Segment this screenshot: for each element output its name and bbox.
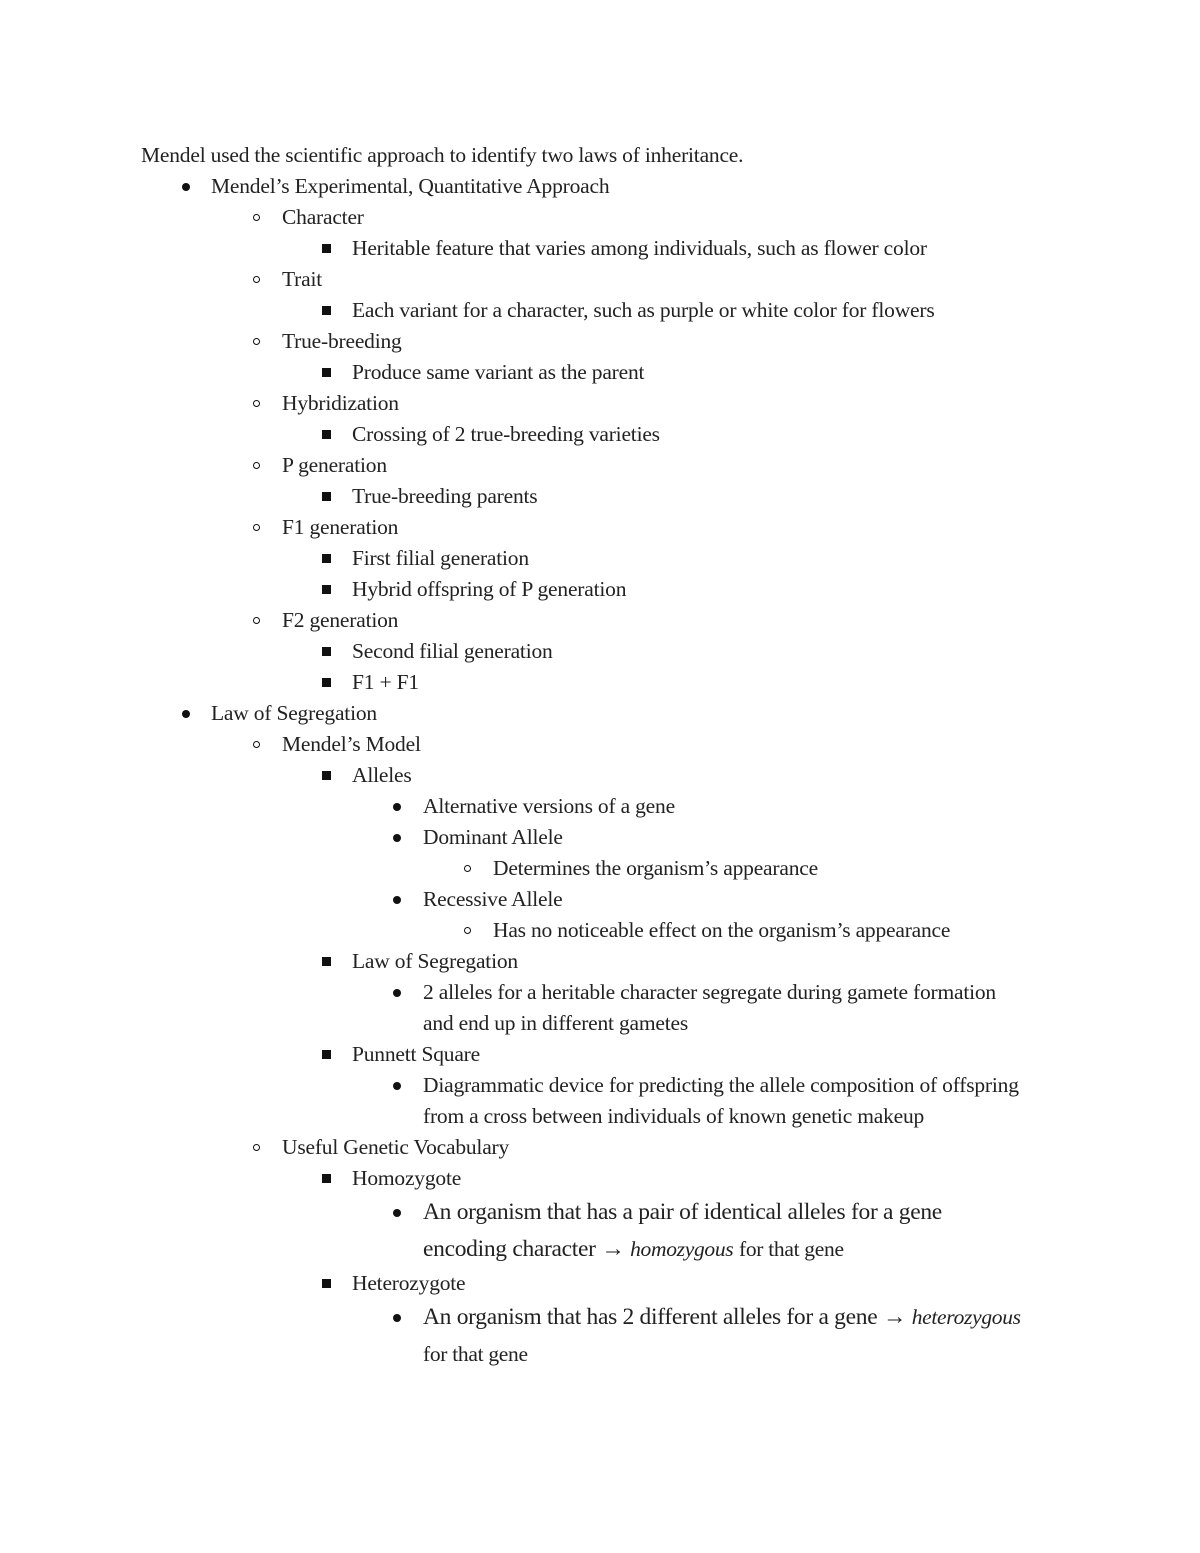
list-item: F1 generation: [141, 512, 1041, 543]
list-item: Law of Segregation: [141, 698, 1041, 729]
list-item: Each variant for a character, such as purple or white color for flowers: [141, 295, 1041, 326]
list-item: Recessive Allele: [141, 884, 1041, 915]
list-item: Useful Genetic Vocabulary: [141, 1132, 1041, 1163]
notes-outline: [141, 171, 1041, 1373]
list-item: F2 generation: [141, 605, 1041, 636]
disc-bullet-icon: [387, 791, 407, 822]
square-bullet-icon: [316, 233, 336, 264]
list-item: Heritable feature that varies among individuals, such as flower color: [141, 233, 1041, 264]
square-bullet-icon: [316, 1039, 336, 1070]
square-bullet-icon: [316, 1163, 336, 1194]
list-item: Hybrid offspring of P generation: [141, 574, 1041, 605]
list-item: Hybridization: [141, 388, 1041, 419]
list-item: First filial generation: [141, 543, 1041, 574]
list-item: Homozygote: [141, 1163, 1041, 1194]
list-item: Character: [141, 202, 1041, 233]
circle-bullet-icon: [457, 915, 477, 946]
circle-bullet-icon: [246, 1132, 266, 1163]
heterozygote-definition: An organism that has 2 different alleles for a gene → heterozygous for that gene: [423, 1304, 1021, 1366]
list-item: P generation: [141, 450, 1041, 481]
square-bullet-icon: [316, 1268, 336, 1299]
list-item: F1 + F1: [141, 667, 1041, 698]
disc-bullet-icon: [387, 884, 407, 915]
disc-bullet-icon: [387, 1070, 407, 1101]
circle-bullet-icon: [246, 202, 266, 233]
square-bullet-icon: [316, 760, 336, 791]
list-item: Alleles: [141, 760, 1041, 791]
list-item: Has no noticeable effect on the organism’s appearance: [141, 915, 1041, 946]
list-item: Punnett Square: [141, 1039, 1041, 1070]
list-item: [141, 1299, 1041, 1373]
square-bullet-icon: [316, 419, 336, 450]
list-item: [141, 1194, 1041, 1268]
list-item: Second filial generation: [141, 636, 1041, 667]
disc-bullet-icon: [176, 171, 196, 202]
list-item: Produce same variant as the parent: [141, 357, 1041, 388]
notes-body: [141, 140, 1041, 1373]
square-bullet-icon: [316, 481, 336, 512]
list-item: Mendel’s Model: [141, 729, 1041, 760]
circle-bullet-icon: [246, 388, 266, 419]
disc-bullet-icon: [387, 822, 407, 853]
list-item: Mendel’s Experimental, Quantitative Approach: [141, 171, 1041, 202]
square-bullet-icon: [316, 574, 336, 605]
list-item: Diagrammatic device for predicting the allele composition of offspring from a cross between individuals of known genetic makeup: [141, 1070, 1041, 1132]
square-bullet-icon: [316, 636, 336, 667]
circle-bullet-icon: [246, 512, 266, 543]
circle-bullet-icon: [246, 450, 266, 481]
list-item: 2 alleles for a heritable character segregate during gamete formation and end up in different gametes: [141, 977, 1041, 1039]
disc-bullet-icon: [387, 1194, 407, 1231]
square-bullet-icon: [316, 357, 336, 388]
list-item: True-breeding parents: [141, 481, 1041, 512]
homozygote-definition: An organism that has a pair of identical alleles for a gene encoding character → homozygous for that gene: [423, 1199, 942, 1262]
circle-bullet-icon: [246, 729, 266, 760]
list-item: Alternative versions of a gene: [141, 791, 1041, 822]
square-bullet-icon: [316, 946, 336, 977]
list-item: Law of Segregation: [141, 946, 1041, 977]
list-item: Dominant Allele: [141, 822, 1041, 853]
intro-line: Mendel used the scientific approach to identify two laws of inheritance.: [141, 143, 744, 167]
disc-bullet-icon: [387, 977, 407, 1008]
disc-bullet-icon: [387, 1299, 407, 1336]
list-item: Trait: [141, 264, 1041, 295]
circle-bullet-icon: [246, 605, 266, 636]
circle-bullet-icon: [246, 264, 266, 295]
circle-bullet-icon: [457, 853, 477, 884]
square-bullet-icon: [316, 543, 336, 574]
list-item: True-breeding: [141, 326, 1041, 357]
square-bullet-icon: [316, 667, 336, 698]
list-item: Heterozygote: [141, 1268, 1041, 1299]
list-item: Determines the organism’s appearance: [141, 853, 1041, 884]
square-bullet-icon: [316, 295, 336, 326]
disc-bullet-icon: [176, 698, 196, 729]
circle-bullet-icon: [246, 326, 266, 357]
list-item: Crossing of 2 true-breeding varieties: [141, 419, 1041, 450]
